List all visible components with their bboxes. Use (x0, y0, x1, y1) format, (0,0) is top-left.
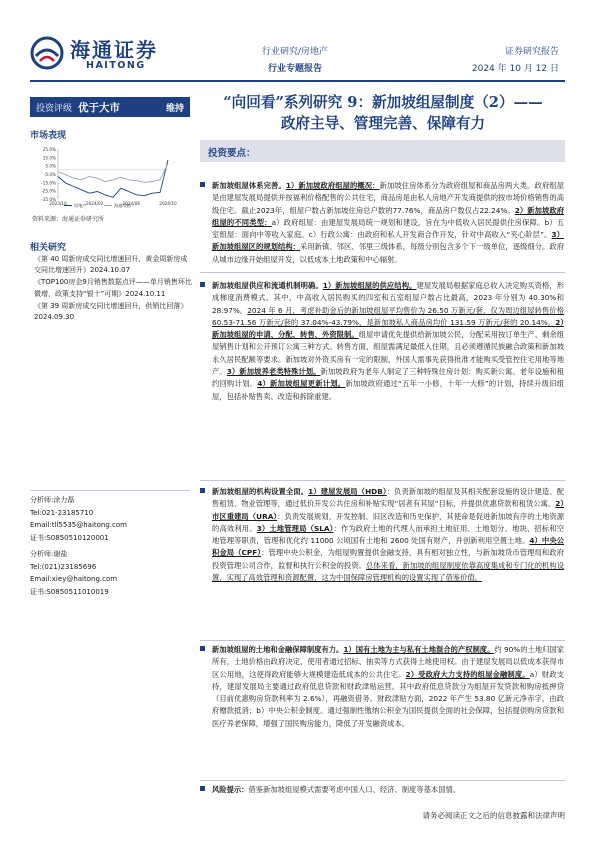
section-text-run: 4）新加坡组屋更新计划。 (257, 379, 346, 389)
haitong-logo-icon (30, 36, 64, 70)
report-title (198, 92, 568, 134)
rating-status: 维持 (165, 103, 184, 114)
sidebar-divider (30, 490, 190, 491)
report-title-line1: “向回看”系列研究 9：新加坡组屋制度（2）—— (223, 94, 543, 111)
section-divider (200, 480, 565, 481)
section-text-run: ：管理中央公积金，为组屋购置提供金融支持，具有相对独立性，与新加坡货币管理局和政府投资管理公司合作，监督和执行公积金的投资。 (212, 548, 564, 570)
bullet-icon (200, 786, 205, 791)
section-text-run: 风险提示： (212, 785, 249, 794)
section-divider (200, 272, 565, 273)
related-item[interactable]: 《第 40 周新房成交同比增速回升，黄金周新房成交同比增速回升》2024.10.07 (34, 255, 188, 275)
bullet-icon (200, 282, 205, 287)
x-tick-label: 2024/10 (159, 201, 177, 206)
y-tick-label: 25.0% (42, 147, 56, 152)
section-text-run: 2）新加坡政府组屋的不同类型： (212, 205, 565, 227)
section-text-run: 1）国有土地为主与私有土地混合的产权制度。 (343, 645, 495, 654)
industry-label: 行业研究/房地产 (261, 47, 329, 57)
section-text-run: 采用新镇、邻区、邻里三级体系，每级分别包含多个下一级单位，逐级细分。政府从城市边缘开始组屋开发，以低成本土地政策和中心辐射。 (212, 242, 565, 264)
related-research-list (34, 254, 194, 324)
y-tick-label: -25.0% (41, 188, 56, 194)
section-text-run: 新加坡组屋的土地和金融保障制度有力。 (212, 645, 344, 654)
analyst-email[interactable]: Email:tll5535@haitong.com (30, 521, 127, 529)
section-text-run: 3）土地管理局（SLA） (256, 523, 334, 533)
analyst-name: 分析师:涂力磊 (30, 496, 75, 504)
section-text-run: 4）中央公积金局（CPF） (212, 536, 565, 558)
report-category-label: 证券研究报告 (504, 47, 559, 57)
analyst-tel: Tel:(021)23185696 (30, 562, 97, 571)
header-divider (30, 80, 565, 82)
analyst-name: 分析师:谢盐 (30, 550, 68, 558)
x-tick-label: 2023/10 (49, 201, 67, 206)
y-tick-label: 5.0% (45, 163, 56, 169)
bullet-icon (200, 488, 205, 493)
logo-text-en: HAITONG (86, 60, 146, 71)
section-risk-warning (212, 784, 564, 796)
analyst-block-2 (30, 548, 190, 598)
series-line (58, 163, 168, 182)
section-housing-system (212, 180, 564, 266)
section-land-finance (212, 644, 564, 730)
section-text-run: 2）受政府大力支持的组屋金融制度。 (405, 669, 530, 679)
section-text-run: 新加坡住房体系分为政府组屋和商品房两大类。政府组屋是由建屋发展局提供并按福利价格配售的公共住宅，商品房是由私人房地产开发商提供的按市场价格销售的高级住宅。截止2023年，组屋户数占新加坡住房总户数的77.76%，商品房户数仅占22.24%。 (212, 181, 565, 215)
section-text-run: ：负责新加坡的组屋及其相关配套设施的设计建造、配售租赁、物业管理等，通过低价开发公共住房和补贴实现“居者有其屋”目标，并提供优惠贷款和租赁公寓。 (212, 487, 565, 509)
section-text-run: 2）市区重建局（URA） (212, 499, 564, 521)
section-text-run: 2024 年 6 月，考虑补助金后的新加坡组屋平均售价为 26.50 万新元/套，仅为周边组屋转售价格 60.53-71.56 万新元/套的 37.04%-43.79%，是新加坡私人商品房均价 131.59 万新元/套的 20.14%。 (212, 305, 564, 327)
section-text-run: 新加坡组屋的机构设置全面。 (212, 487, 309, 496)
haitong-logo (30, 34, 190, 74)
related-item[interactable]: 《TOP100房企9月销售数据点评——单月销售环比微增，政策支持“银十”可期》2024.10.11 (34, 278, 192, 298)
section-text-run: 新加坡组屋体系完善。 (212, 181, 286, 190)
analyst-cert: 证书:S0850510120001 (30, 533, 109, 542)
analyst-block-1 (30, 494, 190, 544)
y-tick-label: -5.0% (43, 172, 56, 177)
section-text-run: 3）新加坡组屋区的规划结构： (212, 230, 565, 252)
y-tick-label: -15.0% (41, 180, 56, 186)
section-text-run: ：负责发展规划、开发控制、旧区改造和历史保护，其使命是促进新加坡有序的土地资源的高效利用。 (212, 511, 564, 533)
analyst-tel: Tel:021-23185710 (30, 508, 94, 517)
legend-label: 房地产 (74, 203, 87, 208)
report-date: 2024 年 10 月 12 日 (471, 64, 559, 74)
section-text-run: 组屋申请优先提供给新加坡公民，分配采用按订单生产、剩余组屋销售计划和公开预订公寓三种方式。转售方面，组屋需满足最低入住期，且必须遵循民族融合政策和新加坡永久居民配额等要求。新加坡对外资买房有一定的限制，外国人需事先获得批准才能购买受管控住宅用地等地产。 (212, 330, 565, 377)
logo-text-cn: 海通证券 (70, 38, 158, 62)
market-performance-chart (32, 145, 177, 211)
section-text-run: 约 90%的土地归国家所有，土地价格由政府决定，使用者通过招标、抽卖等方式获得土地使用权。由于建屋发展局以低成本获得市区公用地，这使得政府能够大规模建造低成本的公共住宅。 (212, 645, 565, 679)
report-title-line2: 政府主导、管理完善、保障有力 (280, 115, 486, 132)
section-text-run: 借鉴新加坡组屋模式需要考虑中国人口、经济、制度等基本国情。 (248, 785, 461, 794)
y-tick-label: 15.0% (42, 155, 56, 161)
section-text-run: 新加坡政府为老年人制定了三种特殊住房计划：购买新公寓、老年设施和租约回购计划。 (212, 367, 565, 389)
bullet-icon (200, 646, 205, 651)
section-text-run: ：作为政府土地的代理人而承担土地征用、土地划分、地块、招标和空地管理等职责，管理和优化约 11000 公顷国有土地和 2600 处国有财产，并创新利用空置土地。 (212, 523, 565, 546)
section-text-run: 新加坡政府通过“五年一小修，十年一大修”的计划，持续升级旧组屋，包括补贴售卖、改造和拆除重建。 (212, 379, 565, 401)
page-header (0, 0, 595, 88)
section-divider (200, 640, 565, 641)
rating-label: 投资评级 (36, 103, 73, 114)
bullet-icon (200, 182, 205, 187)
x-tick-label: 2024/02 (85, 201, 104, 206)
section-text-run: a）政府组屋：由建屋发展局统一规划和建设，旨在为中低收入居民提供住房保障。b）五室组屋：面向中等收入家庭。c）行政公寓：由政府和私人开发商合作开发，针对中高收入“夹心阶层”。 (212, 217, 564, 240)
section-text-run: a）财政支持，建屋发展局主要通过政府低息贷款和财政津贴运营。其中政府低息贷款分为组屋开发贷款和购房抵押贷（目前优惠购房贷款利率为 2.6%），再融资借务。财政津贴方面，2022 年产生 53.80 亿新元净赤字，由政府赠款抵消；b）中央公积金制度。通过强制性缴纳公积金为国民提供全面的社会保障，包括提供购房贷款和医疗养老保障，增强了国民购房能力，降低了开发融资成本。 (212, 669, 564, 728)
section-supply-circulation (212, 280, 564, 403)
section-text-run: 新加坡组屋供应和流通机制明确。 (212, 281, 323, 290)
key-points-header: 投资要点： (200, 140, 565, 162)
section-text-run: 建屋发展局根据家庭总收入决定购买资格，形成梯度消费模式。其中，中高收入居民购买的四室和五室组屋户数占比最高，2023 年分别为 40.30%和 28.97%。 (212, 281, 565, 315)
analyst-cert: 证书:S0850511010019 (30, 587, 109, 596)
section-institutions (212, 486, 564, 584)
legend-label: 海通综指 (114, 203, 131, 208)
section-divider (200, 780, 565, 781)
chart-source-caption: 资料来源：海通证券研究所 (32, 216, 105, 223)
section-text-run: 3）新加坡养老类特殊计划。 (226, 367, 321, 377)
y-tick-label: -35.0% (41, 197, 56, 202)
report-type-label: 行业专题报告 (267, 64, 322, 74)
section-text-run: 1）新加坡政府组屋的概况： (285, 181, 380, 190)
x-tick-label: 2024/06 (122, 201, 141, 206)
disclaimer-footer: 请务必阅读正文之后的信息披露和法律声明 (422, 811, 565, 820)
section-text-run: 总体来看，新加坡的组屋制度依靠高度集成和专门化的机构设置，实现了高效管理和资源配置，这为中国保障房管理机构的设置实现了借鉴价值。 (212, 560, 564, 583)
related-research-title: 相关研究 (30, 243, 67, 253)
section-text-run: 2）新加坡组屋的申请、分配、转售、外资限制。 (212, 317, 564, 340)
section-text-run: 1）新加坡组屋的供应结构。 (322, 281, 417, 290)
analyst-email[interactable]: Email:xiey@haitong.com (30, 575, 118, 583)
investment-rating-bar (30, 97, 190, 117)
related-item[interactable]: 《第 39 周新房成交同比增速回升，供销比回落》2024.09.30 (34, 301, 188, 322)
market-performance-title: 市场表现 (30, 131, 67, 141)
rating-value: 优于大市 (78, 101, 121, 114)
section-text-run: 1）建屋发展局（HDB） (308, 487, 387, 496)
